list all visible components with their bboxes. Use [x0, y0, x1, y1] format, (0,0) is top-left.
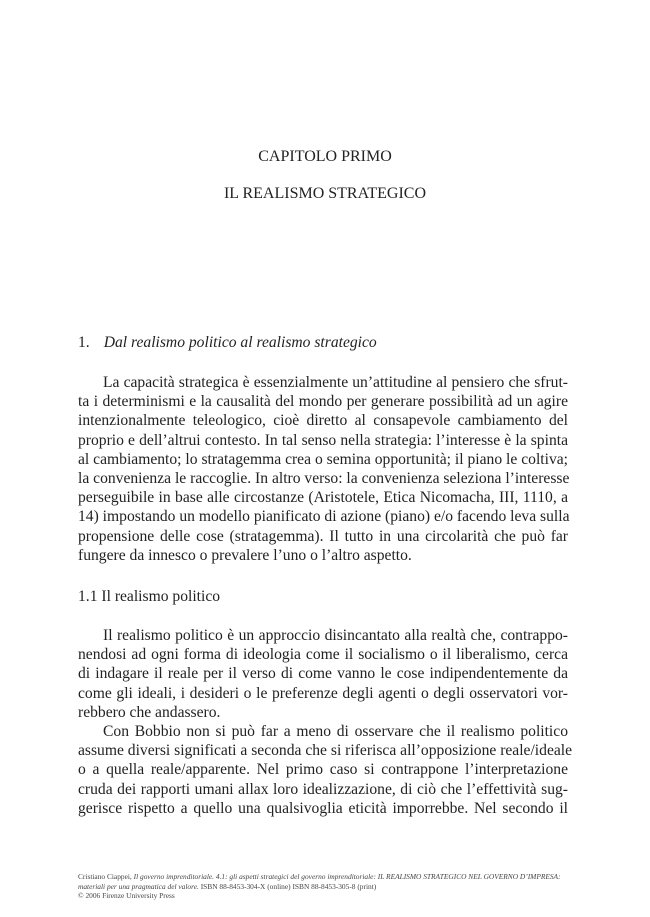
footer-isbn: ISBN 88-8453-304-X (online) ISBN 88-8453-305-8 (print) [200, 881, 377, 891]
text-line: intenzionalmente teleologico, cioè diretto al consapevole cambiamento del [78, 412, 568, 430]
footer-title: Il governo imprenditoriale. 4.1: gli aspetti strategici del governo imprenditoriale: IL REALISMO STRATEGICO NEL GOVERNO D’IMPRESA: materiali per una pragmatica del valore. [78, 872, 561, 891]
footer-copyright: © 2006 Firenze University Press [78, 891, 175, 900]
paragraph-1 [78, 373, 568, 565]
text-line: come gli ideali, i desideri o le preferenze degli agenti o degli osservatori vor- [78, 684, 568, 702]
text-line: cruda dei rapporti umani allax loro idealizzazione, di ciò che l’effettività sug- [78, 780, 568, 798]
text-line: Con Bobbio non si può far a meno di osservare che il realismo politico [103, 723, 568, 740]
text-line: Il realismo politico è un approccio disincantato alla realtà che, contrappo- [103, 627, 568, 644]
citation-footer [78, 872, 568, 901]
footer-author: Cristiano Ciappei, [78, 872, 132, 881]
text-line: propensione delle cose (stratagemma). Il tutto in una circolarità che può far [78, 527, 568, 545]
text-line: o a quella reale/apparente. Nel primo caso si contrappone l’interpretazione [78, 761, 568, 779]
text-line: gerisce rispetto a quello una qualsivoglia eticità imporrebbe. Nel secondo il [78, 799, 568, 817]
section-title: Dal realismo politico al realismo strategico [103, 334, 377, 351]
text-line: di indagare il reale per il verso di come vanno le cose indipendentemente da [78, 665, 568, 683]
paragraph-2 [78, 626, 568, 722]
text-line: rebbero che andassero. [78, 703, 221, 721]
text-line: ta i determinismi e la causalità del mondo per generare possibilità ad un agire [78, 393, 568, 411]
section-heading-1-1: 1.1 Il realismo politico [78, 588, 221, 605]
chapter-label: CAPITOLO PRIMO [258, 148, 392, 165]
text-line: proprio e dell’altrui contesto. In tal senso nella strategia: l’interesse è la spinta [78, 431, 568, 449]
text-line: la convenienza le raccoglie. In altro verso: la convenienza seleziona l’interesse [78, 469, 570, 487]
chapter-title: IL REALISMO STRATEGICO [223, 185, 427, 202]
section-heading-1 [78, 333, 377, 352]
text-line: al cambiamento; lo stratagemma crea o semina opportunità; il piano le coltiva; [78, 450, 568, 468]
text-line: La capacità strategica è essenzialmente un’attitudine al pensiero che sfrut- [103, 374, 568, 391]
text-line: perseguibile in base alle circostanze (Aristotele, Etica Nicomacha, III, 1110, a [78, 489, 568, 507]
text-line: fungere da innesco o prevalere l’uno o l’altro aspetto. [78, 546, 412, 564]
text-line: assume diversi significati a seconda che si riferisca all’opposizione reale/ideale [78, 742, 573, 760]
section-number: 1. [78, 334, 90, 351]
text-line: 14) impostando un modello pianificato di azione (piano) e/o facendo leva sulla [78, 508, 570, 526]
text-line: nendosi ad ogni forma di ideologia come il socialismo o il liberalismo, cerca [78, 646, 568, 664]
paragraph-3 [78, 722, 573, 818]
